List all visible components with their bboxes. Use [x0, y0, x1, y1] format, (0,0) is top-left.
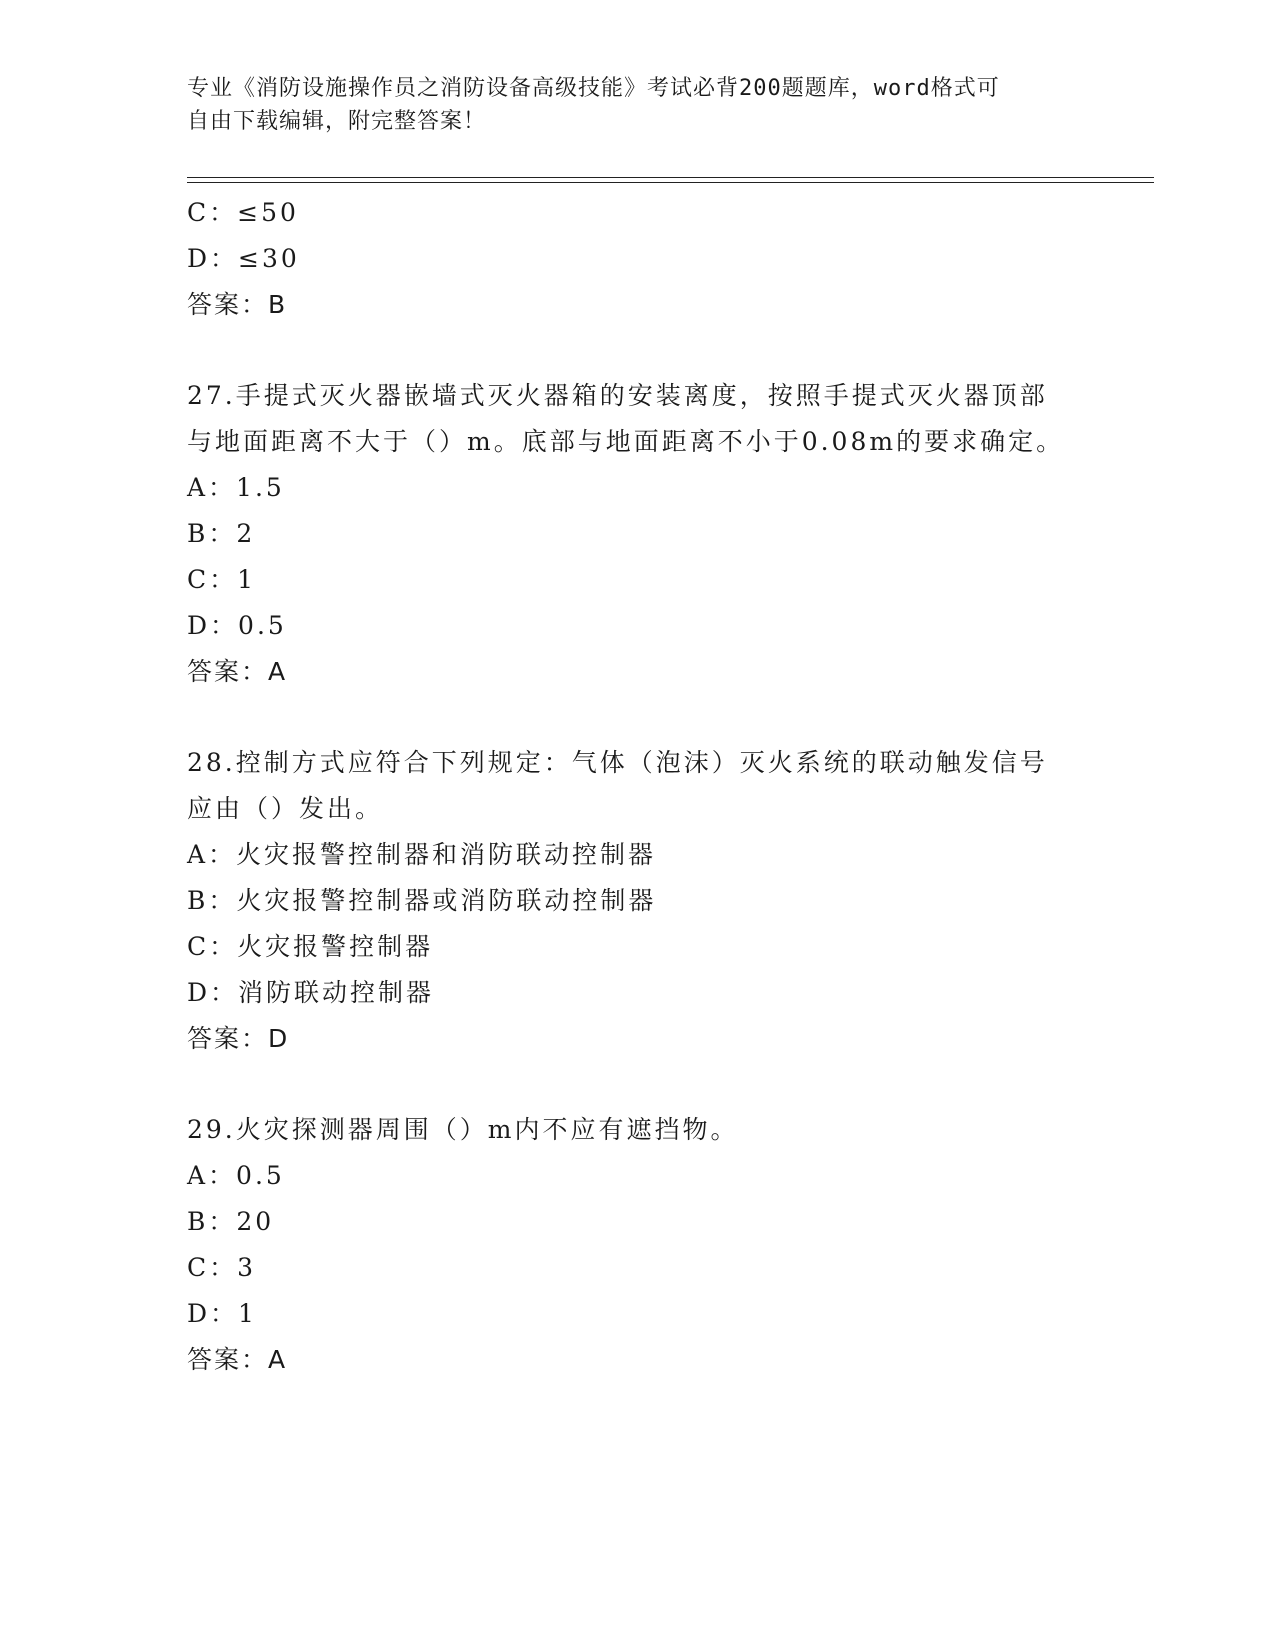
option-d: D：0.5	[187, 611, 287, 640]
question-stem-line-2: 与地面距离不大于（）m。底部与地面距离不小于0.08m的要求确定。	[187, 427, 1065, 456]
question-stem-line-1: 29.火灾探测器周围（）m内不应有遮挡物。	[187, 1115, 739, 1144]
question-28	[187, 740, 1107, 1062]
option-a: A：火灾报警控制器和消防联动控制器	[187, 840, 657, 869]
option-b: B：2	[187, 519, 256, 548]
header-line-2: 自由下载编辑，附完整答案！	[187, 109, 487, 134]
answer: 答案：B	[187, 290, 288, 319]
answer: 答案：A	[187, 657, 288, 686]
document-header	[187, 72, 1087, 138]
option-d: D：消防联动控制器	[187, 978, 435, 1007]
question-stem-line-2: 应由（）发出。	[187, 794, 384, 823]
option-c: C：3	[187, 1253, 257, 1282]
option-a: A：0.5	[187, 1161, 285, 1190]
question-27	[187, 373, 1107, 695]
question-list	[187, 190, 1107, 1383]
header-divider-bottom	[187, 182, 1154, 183]
answer: 答案：A	[187, 1345, 288, 1374]
answer: 答案：D	[187, 1024, 290, 1053]
question-stem-line-1: 28.控制方式应符合下列规定：气体（泡沫）灭火系统的联动触发信号	[187, 748, 1048, 777]
question-26-tail	[187, 190, 1107, 328]
option-c: C：≤50	[187, 198, 299, 227]
header-line-1: 专业《消防设施操作员之消防设备高级技能》考试必背200题题库，word格式可	[187, 76, 1000, 101]
question-stem-line-1: 27.手提式灭火器嵌墙式灭火器箱的安装离度，按照手提式灭火器顶部	[187, 381, 1048, 410]
option-b: B：20	[187, 1207, 275, 1236]
option-d: D：≤30	[187, 244, 300, 273]
option-c: C：1	[187, 565, 257, 594]
option-a: A：1.5	[187, 473, 285, 502]
option-b: B：火灾报警控制器或消防联动控制器	[187, 886, 657, 915]
question-29	[187, 1107, 1107, 1383]
header-divider-top	[187, 177, 1154, 178]
option-d: D：1	[187, 1299, 257, 1328]
option-c: C：火灾报警控制器	[187, 932, 434, 961]
